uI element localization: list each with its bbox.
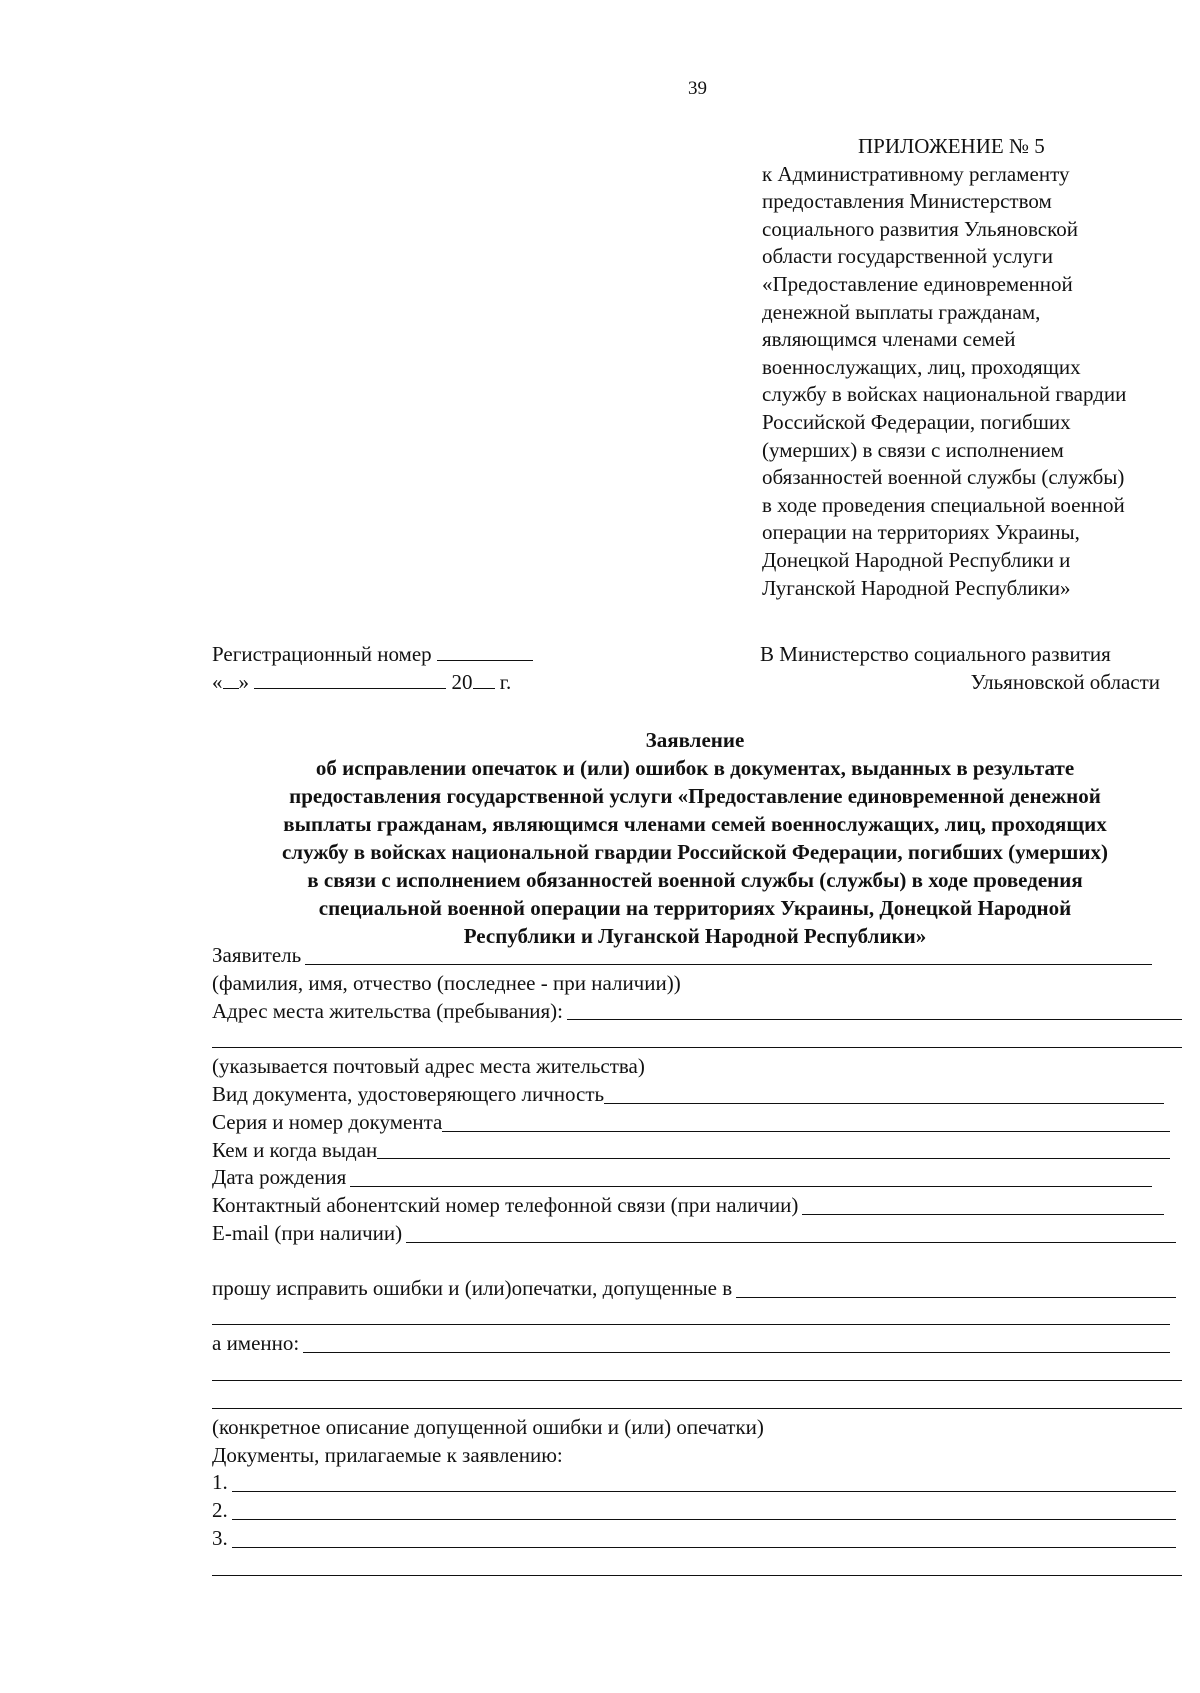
request-field[interactable]	[736, 1277, 1176, 1298]
namely-label: а именно:	[212, 1331, 300, 1356]
issued-row	[212, 1137, 1182, 1165]
birth-date-label: Дата рождения	[212, 1165, 347, 1190]
date-year-field[interactable]	[473, 670, 495, 689]
appendix-line: военнослужащих, лиц, проходящих	[762, 354, 1081, 379]
request-label: прошу исправить ошибки и (или)опечатки, допущенные в	[212, 1275, 733, 1300]
registration-number-row	[212, 640, 572, 668]
id-document-field[interactable]	[604, 1083, 1164, 1104]
id-document-label: Вид документа, удостоверяющего личность	[212, 1081, 605, 1106]
address-hint-row	[212, 1053, 1182, 1081]
appendix-line: (умерших) в связи с исполнением	[762, 437, 1064, 462]
phone-label: Контактный абонентский номер телефонной связи (при наличии)	[212, 1193, 799, 1218]
email-label: E-mail (при наличии)	[212, 1220, 403, 1245]
id-document-row	[212, 1081, 1182, 1109]
appendix-line: Российской Федерации, погибших	[762, 409, 1071, 434]
birth-date-field[interactable]	[350, 1166, 1152, 1187]
email-row	[212, 1220, 1182, 1248]
date-year-prefix: 20	[451, 670, 473, 694]
address-row-2	[212, 1025, 1182, 1053]
statement-line: в связи с исполнением обязанностей военной службы (службы) в ходе проведения	[307, 868, 1083, 892]
statement-line: Республики и Луганской Народной Республики»	[463, 924, 927, 948]
attachment-field-4[interactable]	[212, 1555, 1182, 1576]
appendix-line: предоставления Министерством	[762, 189, 1052, 214]
statement-line: об исправлении опечаток и (или) ошибок в документах, выданных в результате	[315, 756, 1075, 780]
attachment-row	[212, 1497, 1182, 1525]
appendix-line: Луганской Народной Республики»	[762, 575, 1071, 600]
registration-number-field[interactable]	[437, 642, 533, 661]
namely-row-2	[212, 1358, 1182, 1386]
address-label: Адрес места жительства (пребывания):	[212, 998, 564, 1023]
page-number: 39	[688, 78, 707, 99]
namely-row	[212, 1330, 1182, 1358]
statement-line: специальной военной операции на территориях Украины, Донецкой Народной	[318, 896, 1072, 920]
date-year-suffix: г.	[499, 670, 512, 694]
address-field-2[interactable]	[212, 1027, 1182, 1048]
statement-title: Заявление	[645, 728, 745, 752]
namely-field-3[interactable]	[212, 1388, 1182, 1409]
address-row	[212, 998, 1182, 1026]
attachments-label: Документы, прилагаемые к заявлению:	[212, 1442, 563, 1467]
issued-field[interactable]	[377, 1138, 1170, 1159]
date-open-quote: «	[212, 670, 223, 694]
registration-block	[212, 640, 572, 696]
applicant-label: Заявитель	[212, 943, 302, 967]
phone-row	[212, 1192, 1182, 1220]
applicant-field[interactable]	[305, 944, 1152, 965]
namely-row-3	[212, 1386, 1182, 1414]
statement-line: службу в войсках национальной гвардии Российской Федерации, погибших (умерших)	[281, 840, 1109, 864]
address-field[interactable]	[567, 999, 1182, 1020]
request-row	[212, 1275, 1182, 1303]
appendix-line: службу в войсках национальной гвардии	[762, 382, 1127, 407]
date-day-field[interactable]	[223, 670, 239, 689]
application-form	[212, 942, 1182, 1581]
series-label: Серия и номер документа	[212, 1109, 443, 1134]
attachment-number: 3.	[212, 1525, 228, 1550]
appendix-line: области государственной услуги	[762, 244, 1054, 269]
error-hint: (конкретное описание допущенной ошибки и (или) опечатки)	[212, 1414, 764, 1439]
appendix-line: денежной выплаты гражданам,	[762, 299, 1041, 324]
attachment-field[interactable]	[232, 1527, 1176, 1548]
attachment-row	[212, 1469, 1182, 1497]
birth-date-row	[212, 1164, 1182, 1192]
appendix-line: к Административному регламенту	[762, 161, 1070, 186]
date-close-quote: »	[238, 670, 249, 694]
applicant-hint: (фамилия, имя, отчество (последнее - при наличии))	[212, 970, 681, 995]
namely-field-2[interactable]	[212, 1360, 1182, 1381]
recipient-line: Ульяновской области	[970, 670, 1160, 694]
attachments-row	[212, 1442, 1182, 1470]
appendix-line: «Предоставление единовременной	[762, 271, 1073, 296]
statement-line: выплаты гражданам, являющимся членами семей военнослужащих, лиц, проходящих	[283, 812, 1107, 836]
appendix-line: являющимся членами семей	[762, 327, 1016, 352]
registration-date-row	[212, 668, 572, 696]
error-hint-row	[212, 1414, 1182, 1442]
email-field[interactable]	[406, 1222, 1176, 1243]
attachment-number: 1.	[212, 1470, 228, 1495]
appendix-line: обязанностей военной службы (службы)	[762, 465, 1125, 490]
series-row	[212, 1109, 1182, 1137]
applicant-hint-row	[212, 970, 1182, 998]
phone-field[interactable]	[802, 1194, 1164, 1215]
address-hint: (указывается почтовый адрес места жительства)	[212, 1054, 645, 1079]
recipient-block	[760, 640, 1180, 696]
applicant-row	[212, 942, 1182, 970]
appendix-line: в ходе проведения специальной военной	[762, 492, 1125, 517]
appendix-header	[762, 133, 1192, 602]
spacer	[212, 1248, 1182, 1275]
issued-label: Кем и когда выдан	[212, 1137, 378, 1162]
attachment-field[interactable]	[232, 1471, 1176, 1492]
registration-number-label: Регистрационный номер	[212, 642, 432, 666]
appendix-line: социального развития Ульяновской	[762, 216, 1078, 241]
attachment-field[interactable]	[232, 1499, 1176, 1520]
request-field-2[interactable]	[212, 1304, 1170, 1325]
attachment-number: 2.	[212, 1498, 228, 1523]
statement-line: предоставления государственной услуги «Предоставление единовременной денежной	[289, 784, 1101, 808]
series-field[interactable]	[442, 1111, 1170, 1132]
request-row-2	[212, 1303, 1182, 1331]
appendix-title: ПРИЛОЖЕНИЕ № 5	[858, 134, 1045, 158]
appendix-line: Донецкой Народной Республики и	[762, 547, 1071, 572]
recipient-line: В Министерство социального развития	[760, 642, 1111, 666]
statement-heading	[200, 726, 1190, 950]
date-month-field[interactable]	[254, 670, 446, 689]
attachment-row	[212, 1525, 1182, 1553]
namely-field[interactable]	[303, 1332, 1170, 1353]
attachment-row-4	[212, 1553, 1182, 1581]
appendix-line: операции на территориях Украины,	[762, 520, 1080, 545]
